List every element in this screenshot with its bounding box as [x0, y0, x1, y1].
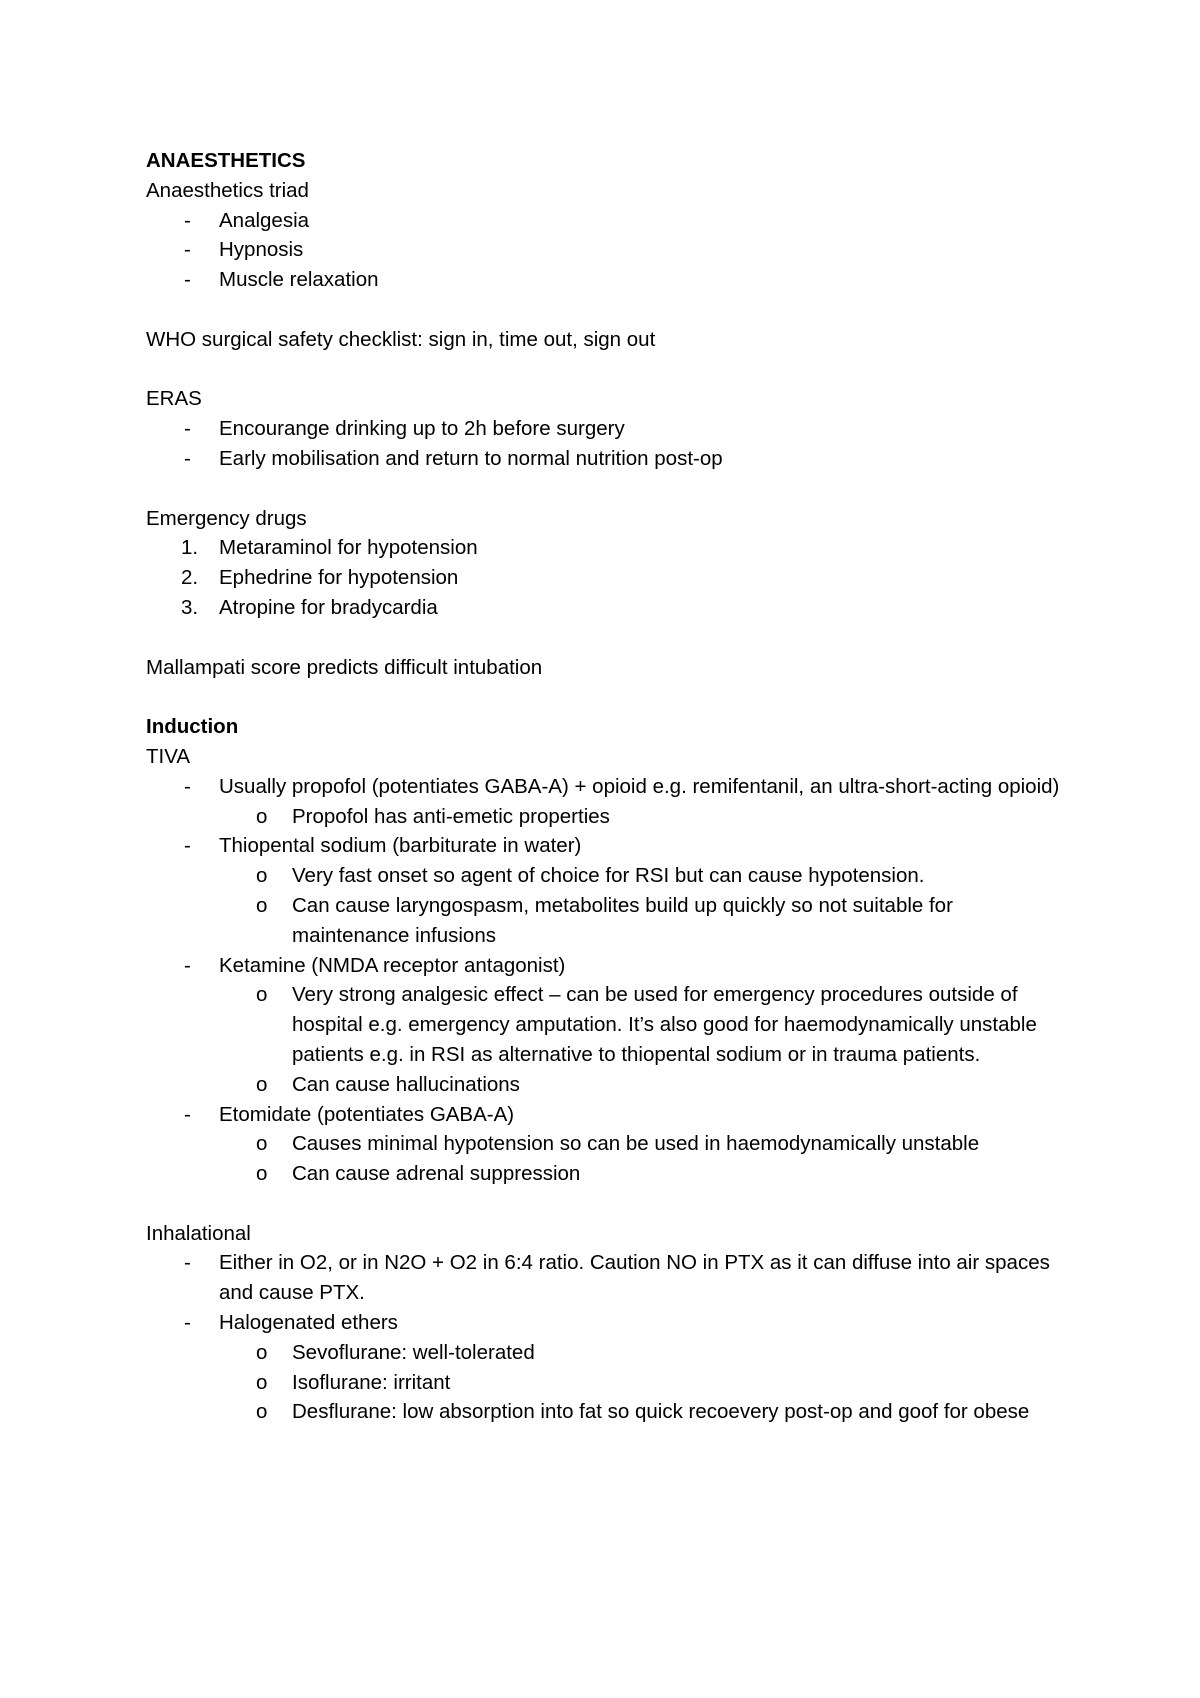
dash-bullet: -	[184, 1102, 191, 1126]
triad-heading: Anaesthetics triad	[146, 178, 309, 202]
dash-bullet: -	[184, 208, 191, 232]
dash-bullet: -	[184, 446, 191, 470]
list-item: - Halogenated ethers	[146, 1308, 1066, 1338]
spacer	[146, 295, 1066, 325]
document-content	[146, 146, 1066, 1427]
dash-bullet: -	[184, 1251, 191, 1275]
spacer	[146, 682, 1066, 712]
list-item: - Thiopental sodium (barbiturate in water)	[146, 831, 1066, 861]
list-item: - Ketamine (NMDA receptor antagonist)	[146, 951, 1066, 981]
sub-list-item: o Can cause laryngospasm, metabolites build up quickly so not suitable for maintenance infusions	[146, 891, 1066, 951]
numbered-item: 2. Ephedrine for hypotension	[181, 566, 459, 590]
circle-bullet: o	[256, 1370, 268, 1394]
list-item: - Etomidate (potentiates GABA-A)	[146, 1100, 1066, 1130]
induction-heading: Induction	[146, 715, 239, 739]
list-item: - Usually propofol (potentiates GABA-A) + opioid e.g. remifentanil, an ultra-short-acting opioid)	[146, 772, 1066, 802]
mallampati-line: Mallampati score predicts difficult intubation	[146, 655, 543, 679]
spacer	[146, 623, 1066, 653]
dash-bullet: -	[184, 268, 191, 292]
sub-list-item: o Very strong analgesic effect – can be used for emergency procedures outside of hospital e.g. emergency amputation. It’s also good for haemodynamically unstable patients e.g. in RSI as alternative to thiopental sodium or in trauma patients.	[146, 980, 1066, 1069]
eras-heading: ERAS	[146, 387, 202, 411]
circle-bullet: o	[256, 893, 268, 917]
sub-list-item: o Isoflurane: irritant	[146, 1368, 1066, 1398]
numbered-item: 3. Atropine for bradycardia	[181, 595, 438, 619]
dash-bullet: -	[184, 834, 191, 858]
numbered-item: 1. Metaraminol for hypotension	[181, 536, 478, 560]
circle-bullet: o	[256, 1400, 268, 1424]
tiva-heading: TIVA	[146, 744, 191, 768]
circle-bullet: o	[256, 1162, 268, 1186]
spacer	[146, 355, 1066, 385]
dash-bullet: -	[184, 417, 191, 441]
spacer	[146, 474, 1066, 504]
list-item: - Encourange drinking up to 2h before surgery	[146, 414, 1066, 444]
circle-bullet: o	[256, 1072, 268, 1096]
dash-bullet: -	[184, 953, 191, 977]
sub-list-item: o Propofol has anti-emetic properties	[146, 802, 1066, 832]
circle-bullet: o	[256, 983, 268, 1007]
dash-bullet: -	[184, 1311, 191, 1335]
circle-bullet: o	[256, 864, 268, 888]
document-title: ANAESTHETICS	[146, 149, 306, 172]
sub-list-item: o Desflurane: low absorption into fat so quick recoevery post-op and goof for obese	[146, 1397, 1066, 1427]
dash-bullet: -	[184, 774, 191, 798]
spacer	[146, 1189, 1066, 1219]
sub-list-item: o Sevoflurane: well-tolerated	[146, 1338, 1066, 1368]
inhalational-heading: Inhalational	[146, 1221, 251, 1245]
circle-bullet: o	[256, 1340, 268, 1364]
dash-bullet: -	[184, 238, 191, 262]
circle-bullet: o	[256, 1132, 268, 1156]
list-item: - Hypnosis	[146, 235, 1066, 265]
emergency-heading: Emergency drugs	[146, 506, 307, 530]
who-checklist-line: WHO surgical safety checklist: sign in, time out, sign out	[146, 327, 656, 351]
sub-list-item: o Very fast onset so agent of choice for RSI but can cause hypotension.	[146, 861, 1066, 891]
list-item: - Analgesia	[146, 206, 1066, 236]
sub-list-item: o Can cause adrenal suppression	[146, 1159, 1066, 1189]
list-item: - Either in O2, or in N2O + O2 in 6:4 ratio. Caution NO in PTX as it can diffuse into air spaces and cause PTX.	[146, 1248, 1066, 1308]
sub-list-item: o Causes minimal hypotension so can be used in haemodynamically unstable	[146, 1129, 1066, 1159]
list-item: - Muscle relaxation	[146, 265, 1066, 295]
circle-bullet: o	[256, 804, 268, 828]
sub-list-item: o Can cause hallucinations	[146, 1070, 1066, 1100]
list-item: - Early mobilisation and return to normal nutrition post-op	[146, 444, 1066, 474]
